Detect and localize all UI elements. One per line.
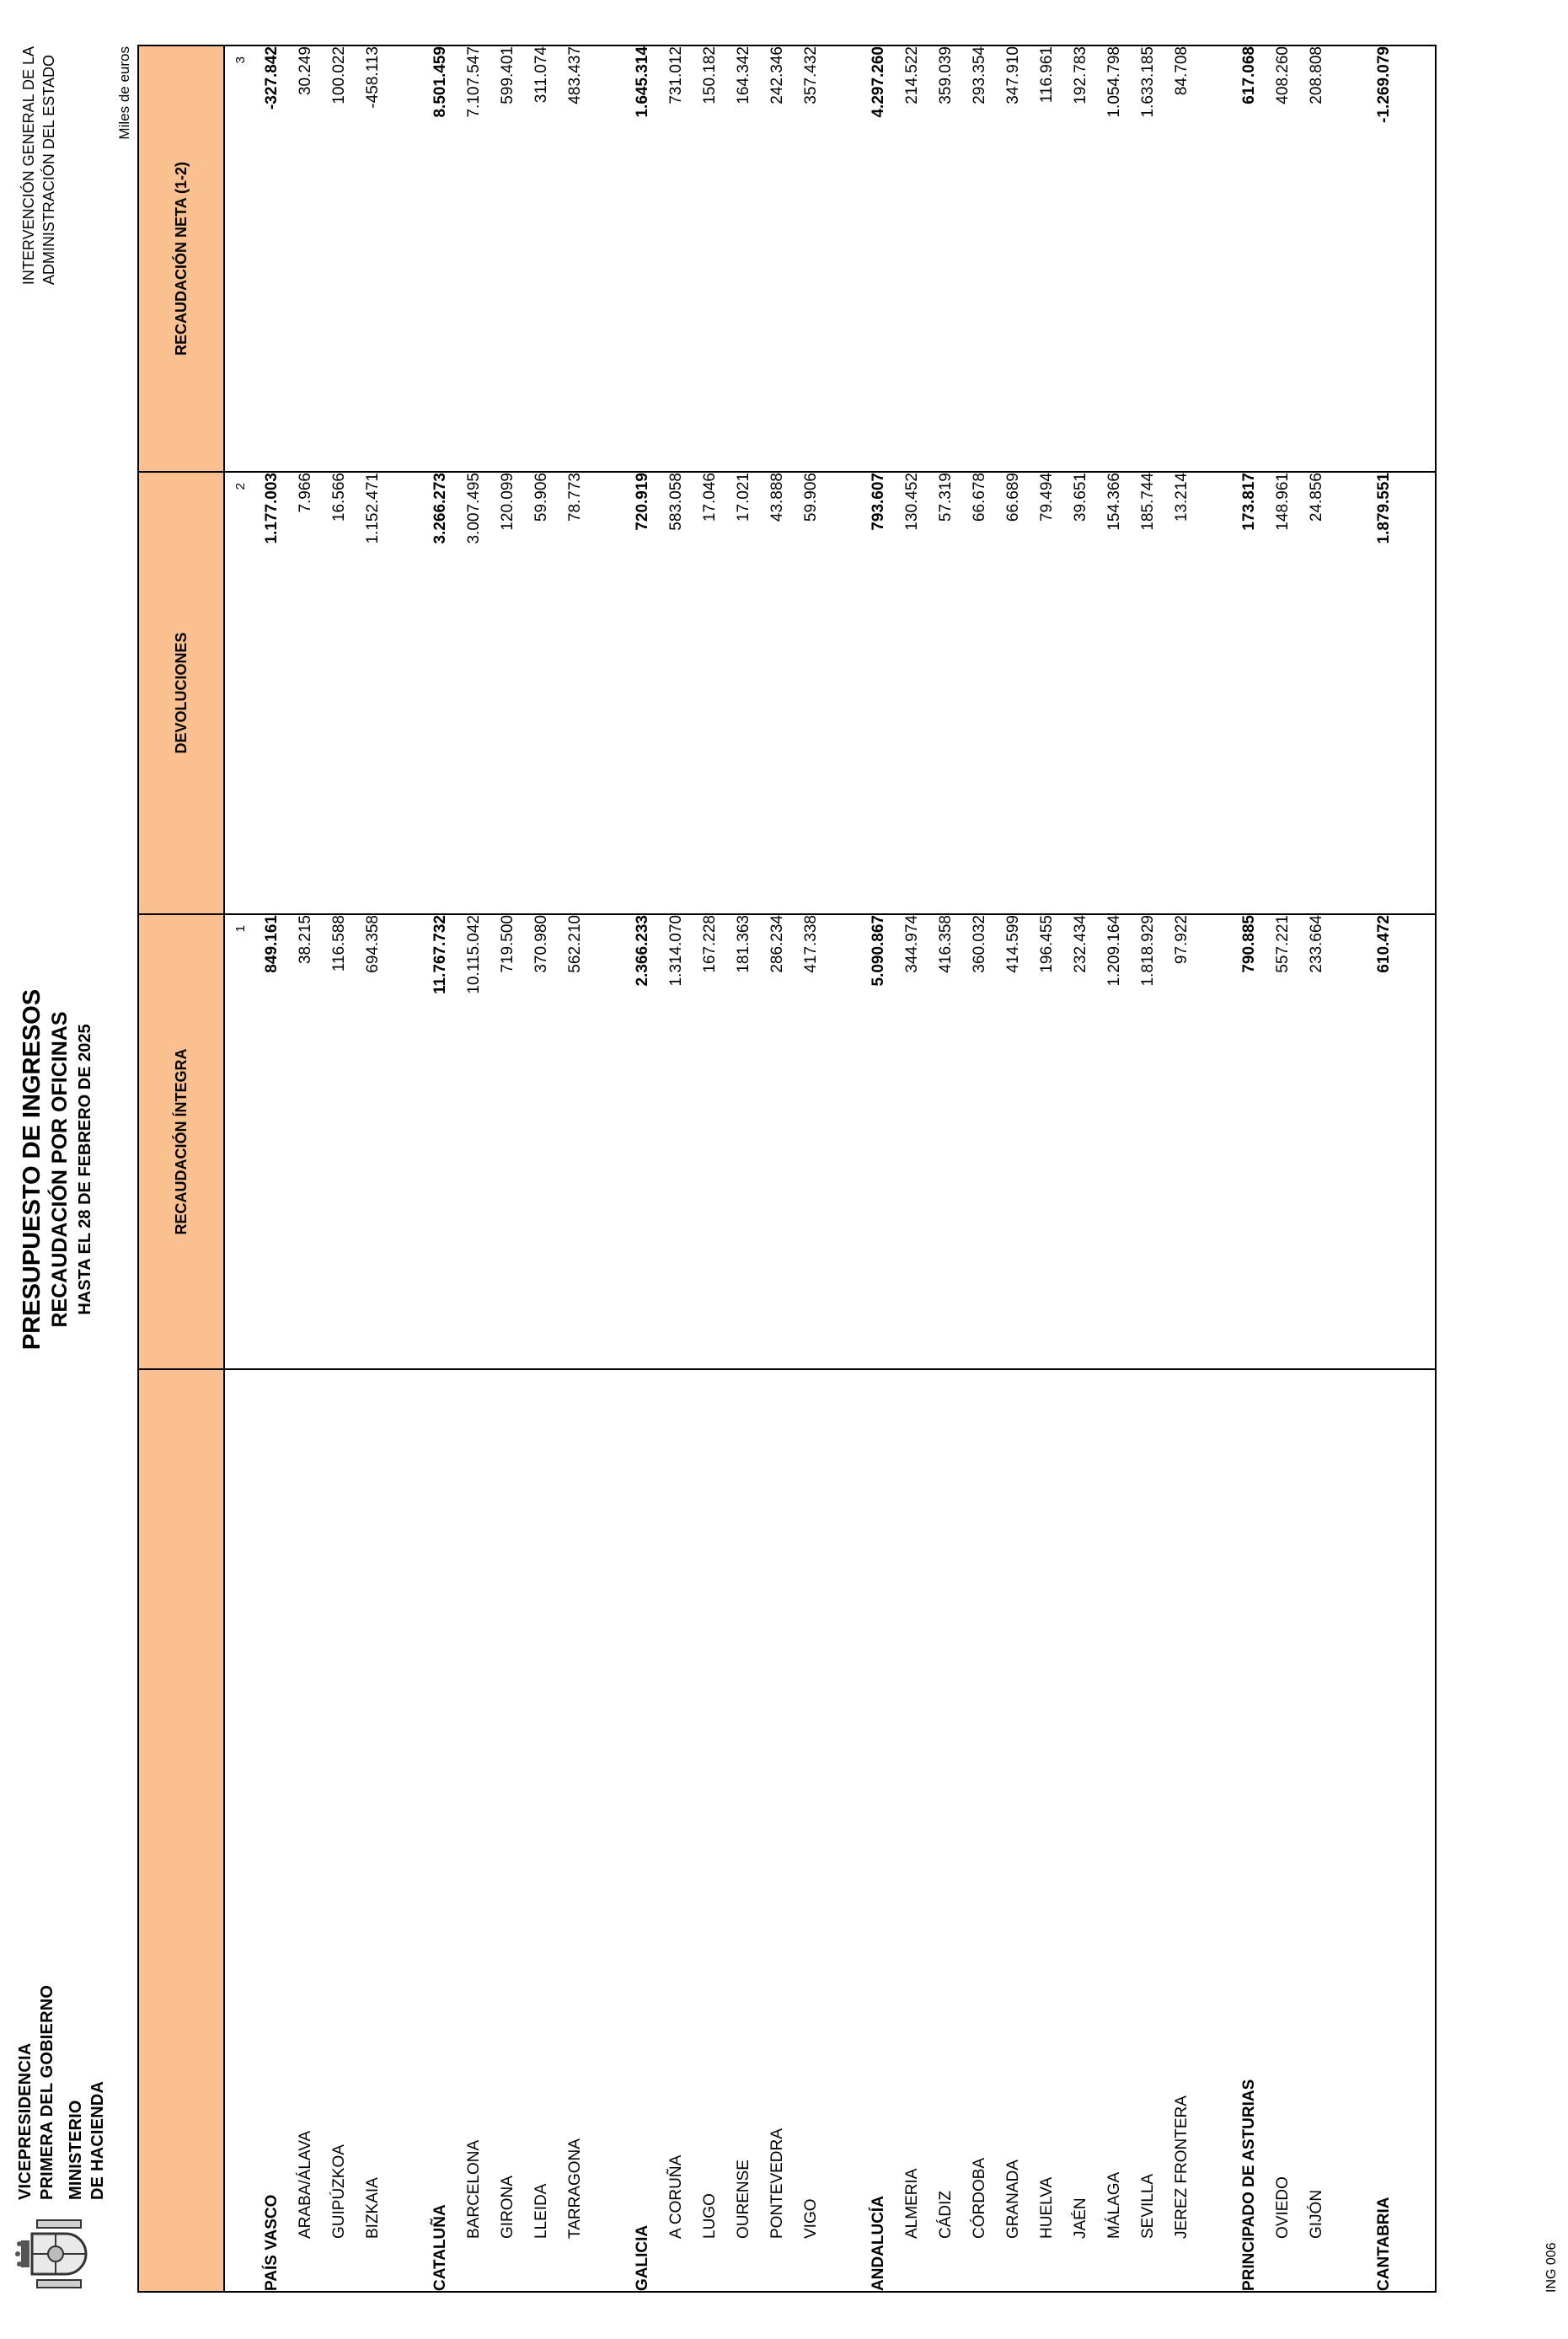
- region-name-cell: OVIEDO: [1266, 1369, 1300, 2292]
- recaudacion-integra-cell: 1.209.164: [1098, 914, 1132, 1369]
- region-name-cell: HUELVA: [1030, 1369, 1064, 2292]
- empty-cell: [1401, 1369, 1436, 2292]
- recaudacion-integra-cell: 417.338: [795, 914, 828, 1369]
- recaudacion-integra-cell: [390, 914, 424, 1369]
- column-number-devoluciones: 2: [224, 472, 255, 914]
- table-row: [963, 45, 997, 2292]
- recaudacion-neta-cell: 150.182: [693, 45, 727, 472]
- recaudacion-integra-cell: 610.472: [1367, 914, 1401, 1369]
- form-code: ING 006: [1544, 2242, 1559, 2293]
- recaudacion-integra-cell: 360.032: [963, 914, 997, 1369]
- region-name-cell: OURENSE: [727, 1369, 761, 2292]
- table-row-blank: [1334, 45, 1367, 2292]
- recaudacion-integra-cell: [828, 914, 862, 1369]
- table-row: [323, 45, 356, 2292]
- table-row: [1030, 45, 1064, 2292]
- devoluciones-cell: 59.906: [525, 472, 559, 914]
- ministry-line-1: VICEPRESIDENCIA: [16, 2042, 35, 2200]
- table-row: [255, 45, 289, 2292]
- table-row: [559, 45, 592, 2292]
- devoluciones-cell: 185.744: [1132, 472, 1165, 914]
- column-header-devoluciones: DEVOLUCIONES: [138, 472, 224, 914]
- table-row-blank: [828, 45, 862, 2292]
- table-row: [1064, 45, 1098, 2292]
- devoluciones-cell: 1.177.003: [255, 472, 289, 914]
- table-filler-row: [1401, 45, 1436, 2292]
- table-row: [1300, 45, 1334, 2292]
- region-name-cell: BARCELONA: [458, 1369, 491, 2292]
- recaudacion-neta-cell: [1334, 45, 1367, 472]
- recaudacion-neta-cell: [390, 45, 424, 472]
- report-title-block: [17, 989, 97, 1350]
- recaudacion-neta-cell: 1.633.185: [1132, 45, 1165, 472]
- region-name-cell: BIZKAIA: [356, 1369, 390, 2292]
- recaudacion-table: [137, 45, 1437, 2293]
- recaudacion-neta-cell: 311.074: [525, 45, 559, 472]
- recaudacion-neta-cell: [1199, 45, 1233, 472]
- recaudacion-neta-cell: -1.269.079: [1367, 45, 1401, 472]
- recaudacion-neta-cell: 408.260: [1266, 45, 1300, 472]
- devoluciones-cell: [828, 472, 862, 914]
- devoluciones-cell: 1.152.471: [356, 472, 390, 914]
- empty-cell: [1401, 914, 1436, 1369]
- igae-line-1: INTERVENCIÓN GENERAL DE LA: [20, 46, 37, 286]
- table-row: [795, 45, 828, 2292]
- recaudacion-integra-cell: 116.588: [323, 914, 356, 1369]
- spain-coat-of-arms-icon: [15, 2215, 104, 2293]
- recaudacion-integra-cell: 181.363: [727, 914, 761, 1369]
- recaudacion-neta-cell: 100.022: [323, 45, 356, 472]
- recaudacion-neta-cell: [828, 45, 862, 472]
- table-header-row: [138, 45, 224, 2292]
- devoluciones-cell: 16.566: [323, 472, 356, 914]
- region-name-cell: [828, 1369, 862, 2292]
- table-row: [929, 45, 963, 2292]
- region-name-cell: CÓRDOBA: [963, 1369, 997, 2292]
- report-title: PRESUPUESTO DE INGRESOS: [19, 988, 45, 1351]
- recaudacion-neta-cell: 7.107.547: [458, 45, 491, 472]
- devoluciones-cell: 793.607: [862, 472, 896, 914]
- table-row: [727, 45, 761, 2292]
- recaudacion-neta-cell: 483.437: [559, 45, 592, 472]
- table-row: [1367, 45, 1401, 2292]
- table-row: [525, 45, 559, 2292]
- recaudacion-integra-cell: 196.455: [1030, 914, 1064, 1369]
- region-name-cell: [1334, 1369, 1367, 2292]
- recaudacion-integra-cell: 344.974: [896, 914, 929, 1369]
- devoluciones-cell: 39.651: [1064, 472, 1098, 914]
- recaudacion-integra-cell: 38.215: [289, 914, 323, 1369]
- devoluciones-cell: 43.888: [761, 472, 795, 914]
- region-name-cell: GIRONA: [491, 1369, 525, 2292]
- recaudacion-neta-cell: 293.354: [963, 45, 997, 472]
- devoluciones-cell: 720.919: [626, 472, 660, 914]
- table-row: [1098, 45, 1132, 2292]
- recaudacion-integra-cell: 416.358: [929, 914, 963, 1369]
- ministry-line-3: MINISTERIO: [67, 2100, 86, 2200]
- table-row: [896, 45, 929, 2292]
- table-row: [761, 45, 795, 2292]
- region-name-cell: GIJÓN: [1300, 1369, 1334, 2292]
- table-row: [458, 45, 491, 2292]
- region-name-cell: CATALUÑA: [424, 1369, 458, 2292]
- table-row: [997, 45, 1030, 2292]
- recaudacion-integra-cell: 719.500: [491, 914, 525, 1369]
- devoluciones-cell: 78.773: [559, 472, 592, 914]
- recaudacion-neta-cell: 4.297.260: [862, 45, 896, 472]
- recaudacion-neta-cell: -458.113: [356, 45, 390, 472]
- region-name-cell: MÁLAGA: [1098, 1369, 1132, 2292]
- recaudacion-neta-cell: 116.961: [1030, 45, 1064, 472]
- recaudacion-integra-cell: 167.228: [693, 914, 727, 1369]
- column-number-integra: 1: [224, 914, 255, 1369]
- column-header-integra: RECAUDACIÓN ÍNTEGRA: [138, 914, 224, 1369]
- recaudacion-integra-cell: 370.980: [525, 914, 559, 1369]
- table-row: [424, 45, 458, 2292]
- document-header: [15, 46, 115, 2293]
- ministry-line-2: PRIMERA DEL GOBIERNO: [37, 1984, 56, 2200]
- devoluciones-cell: [390, 472, 424, 914]
- recaudacion-integra-cell: 286.234: [761, 914, 795, 1369]
- ministry-name: [15, 1985, 109, 2200]
- table-row: [491, 45, 525, 2292]
- devoluciones-cell: 17.021: [727, 472, 761, 914]
- devoluciones-cell: 1.879.551: [1367, 472, 1401, 914]
- devoluciones-cell: 59.906: [795, 472, 828, 914]
- devoluciones-cell: 3.007.495: [458, 472, 491, 914]
- recaudacion-integra-cell: [1199, 914, 1233, 1369]
- recaudacion-neta-cell: 84.708: [1165, 45, 1199, 472]
- recaudacion-neta-cell: 30.249: [289, 45, 323, 472]
- region-name-cell: PRINCIPADO DE ASTURIAS: [1233, 1369, 1266, 2292]
- recaudacion-integra-cell: 10.115.042: [458, 914, 491, 1369]
- devoluciones-cell: 173.817: [1233, 472, 1266, 914]
- devoluciones-cell: 148.961: [1266, 472, 1300, 914]
- table-row: [356, 45, 390, 2292]
- recaudacion-integra-cell: [1334, 914, 1367, 1369]
- recaudacion-integra-cell: 694.358: [356, 914, 390, 1369]
- column-number-neta: 3: [224, 45, 255, 472]
- empty-cell: [1401, 472, 1436, 914]
- ministry-line-4: DE HACIENDA: [88, 2080, 107, 2200]
- devoluciones-cell: 24.856: [1300, 472, 1334, 914]
- recaudacion-neta-cell: 617.068: [1233, 45, 1266, 472]
- devoluciones-cell: 66.689: [997, 472, 1030, 914]
- recaudacion-neta-cell: 242.346: [761, 45, 795, 472]
- devoluciones-cell: 154.366: [1098, 472, 1132, 914]
- recaudacion-neta-cell: 347.910: [997, 45, 1030, 472]
- column-numbers-row: [224, 45, 255, 2292]
- recaudacion-integra-cell: 97.922: [1165, 914, 1199, 1369]
- recaudacion-integra-cell: 11.767.732: [424, 914, 458, 1369]
- table-row: [1233, 45, 1266, 2292]
- devoluciones-cell: 3.266.273: [424, 472, 458, 914]
- column-header-region: [138, 1369, 224, 2292]
- table-body: [255, 45, 1436, 2292]
- devoluciones-cell: 130.452: [896, 472, 929, 914]
- recaudacion-neta-cell: 731.012: [660, 45, 693, 472]
- table-row: [660, 45, 693, 2292]
- region-name-cell: LUGO: [693, 1369, 727, 2292]
- report-subtitle: RECAUDACIÓN POR OFICINAS: [48, 1011, 72, 1328]
- recaudacion-integra-cell: 1.818.929: [1132, 914, 1165, 1369]
- region-name-cell: GRANADA: [997, 1369, 1030, 2292]
- region-name-cell: A CORUÑA: [660, 1369, 693, 2292]
- table-row-blank: [390, 45, 424, 2292]
- recaudacion-neta-cell: 1.645.314: [626, 45, 660, 472]
- recaudacion-integra-cell: 1.314.070: [660, 914, 693, 1369]
- recaudacion-integra-cell: 849.161: [255, 914, 289, 1369]
- region-name-cell: [1199, 1369, 1233, 2292]
- table-row-blank: [592, 45, 626, 2292]
- region-name-cell: ARABA/ÁLAVA: [289, 1369, 323, 2292]
- region-name-cell: CÁDIZ: [929, 1369, 963, 2292]
- igae-line-2: ADMINISTRACIÓN DEL ESTADO: [40, 55, 58, 286]
- table-row: [1266, 45, 1300, 2292]
- region-name-cell: SEVILLA: [1132, 1369, 1165, 2292]
- table-row: [626, 45, 660, 2292]
- recaudacion-integra-cell: 233.664: [1300, 914, 1334, 1369]
- devoluciones-cell: 57.319: [929, 472, 963, 914]
- region-name-cell: [390, 1369, 424, 2292]
- region-name-cell: ALMERIA: [896, 1369, 929, 2292]
- devoluciones-cell: 66.678: [963, 472, 997, 914]
- recaudacion-neta-cell: [592, 45, 626, 472]
- igae-block: [19, 46, 60, 285]
- region-name-cell: ANDALUCÍA: [862, 1369, 896, 2292]
- recaudacion-neta-cell: 214.522: [896, 45, 929, 472]
- recaudacion-integra-cell: 2.366.233: [626, 914, 660, 1369]
- empty-cell: [1401, 45, 1436, 472]
- table-row: [862, 45, 896, 2292]
- recaudacion-neta-cell: 208.808: [1300, 45, 1334, 472]
- devoluciones-cell: 79.494: [1030, 472, 1064, 914]
- ministry-block: [15, 1985, 109, 2293]
- region-name-cell: JEREZ FRONTERA: [1165, 1369, 1199, 2292]
- region-name-cell: TARRAGONA: [559, 1369, 592, 2292]
- region-name-cell: LLEIDA: [525, 1369, 559, 2292]
- table-row: [1165, 45, 1199, 2292]
- devoluciones-cell: 583.058: [660, 472, 693, 914]
- region-name-cell: GALICIA: [626, 1369, 660, 2292]
- region-name-cell: VIGO: [795, 1369, 828, 2292]
- recaudacion-neta-cell: -327.842: [255, 45, 289, 472]
- region-name-cell: PONTEVEDRA: [761, 1369, 795, 2292]
- column-number-region: [224, 1369, 255, 2292]
- table-row: [693, 45, 727, 2292]
- recaudacion-neta-cell: 359.039: [929, 45, 963, 472]
- region-name-cell: [592, 1369, 626, 2292]
- column-header-neta: RECAUDACIÓN NETA (1-2): [138, 45, 224, 472]
- region-name-cell: CANTABRIA: [1367, 1369, 1401, 2292]
- recaudacion-neta-cell: 8.501.459: [424, 45, 458, 472]
- devoluciones-cell: [592, 472, 626, 914]
- table-head: [138, 45, 255, 2292]
- recaudacion-integra-cell: 5.090.867: [862, 914, 896, 1369]
- recaudacion-neta-cell: 164.342: [727, 45, 761, 472]
- units-label: Miles de euros: [116, 46, 132, 140]
- region-name-cell: PAÍS VASCO: [255, 1369, 289, 2292]
- recaudacion-neta-cell: 192.783: [1064, 45, 1098, 472]
- devoluciones-cell: [1199, 472, 1233, 914]
- recaudacion-integra-cell: 414.599: [997, 914, 1030, 1369]
- devoluciones-cell: 7.966: [289, 472, 323, 914]
- devoluciones-cell: 17.046: [693, 472, 727, 914]
- region-name-cell: JAÉN: [1064, 1369, 1098, 2292]
- recaudacion-neta-cell: 1.054.798: [1098, 45, 1132, 472]
- table-row: [289, 45, 323, 2292]
- region-name-cell: GUIPÚZKOA: [323, 1369, 356, 2292]
- devoluciones-cell: [1334, 472, 1367, 914]
- recaudacion-neta-cell: 599.401: [491, 45, 525, 472]
- report-date-line: HASTA EL 28 DE FEBRERO DE 2025: [75, 1024, 94, 1315]
- recaudacion-integra-cell: [592, 914, 626, 1369]
- recaudacion-neta-cell: 357.432: [795, 45, 828, 472]
- devoluciones-cell: 120.099: [491, 472, 525, 914]
- table-row-blank: [1199, 45, 1233, 2292]
- recaudacion-integra-cell: 557.221: [1266, 914, 1300, 1369]
- recaudacion-integra-cell: 232.434: [1064, 914, 1098, 1369]
- recaudacion-integra-cell: 562.210: [559, 914, 592, 1369]
- devoluciones-cell: 13.214: [1165, 472, 1199, 914]
- recaudacion-integra-cell: 790.885: [1233, 914, 1266, 1369]
- table-row: [1132, 45, 1165, 2292]
